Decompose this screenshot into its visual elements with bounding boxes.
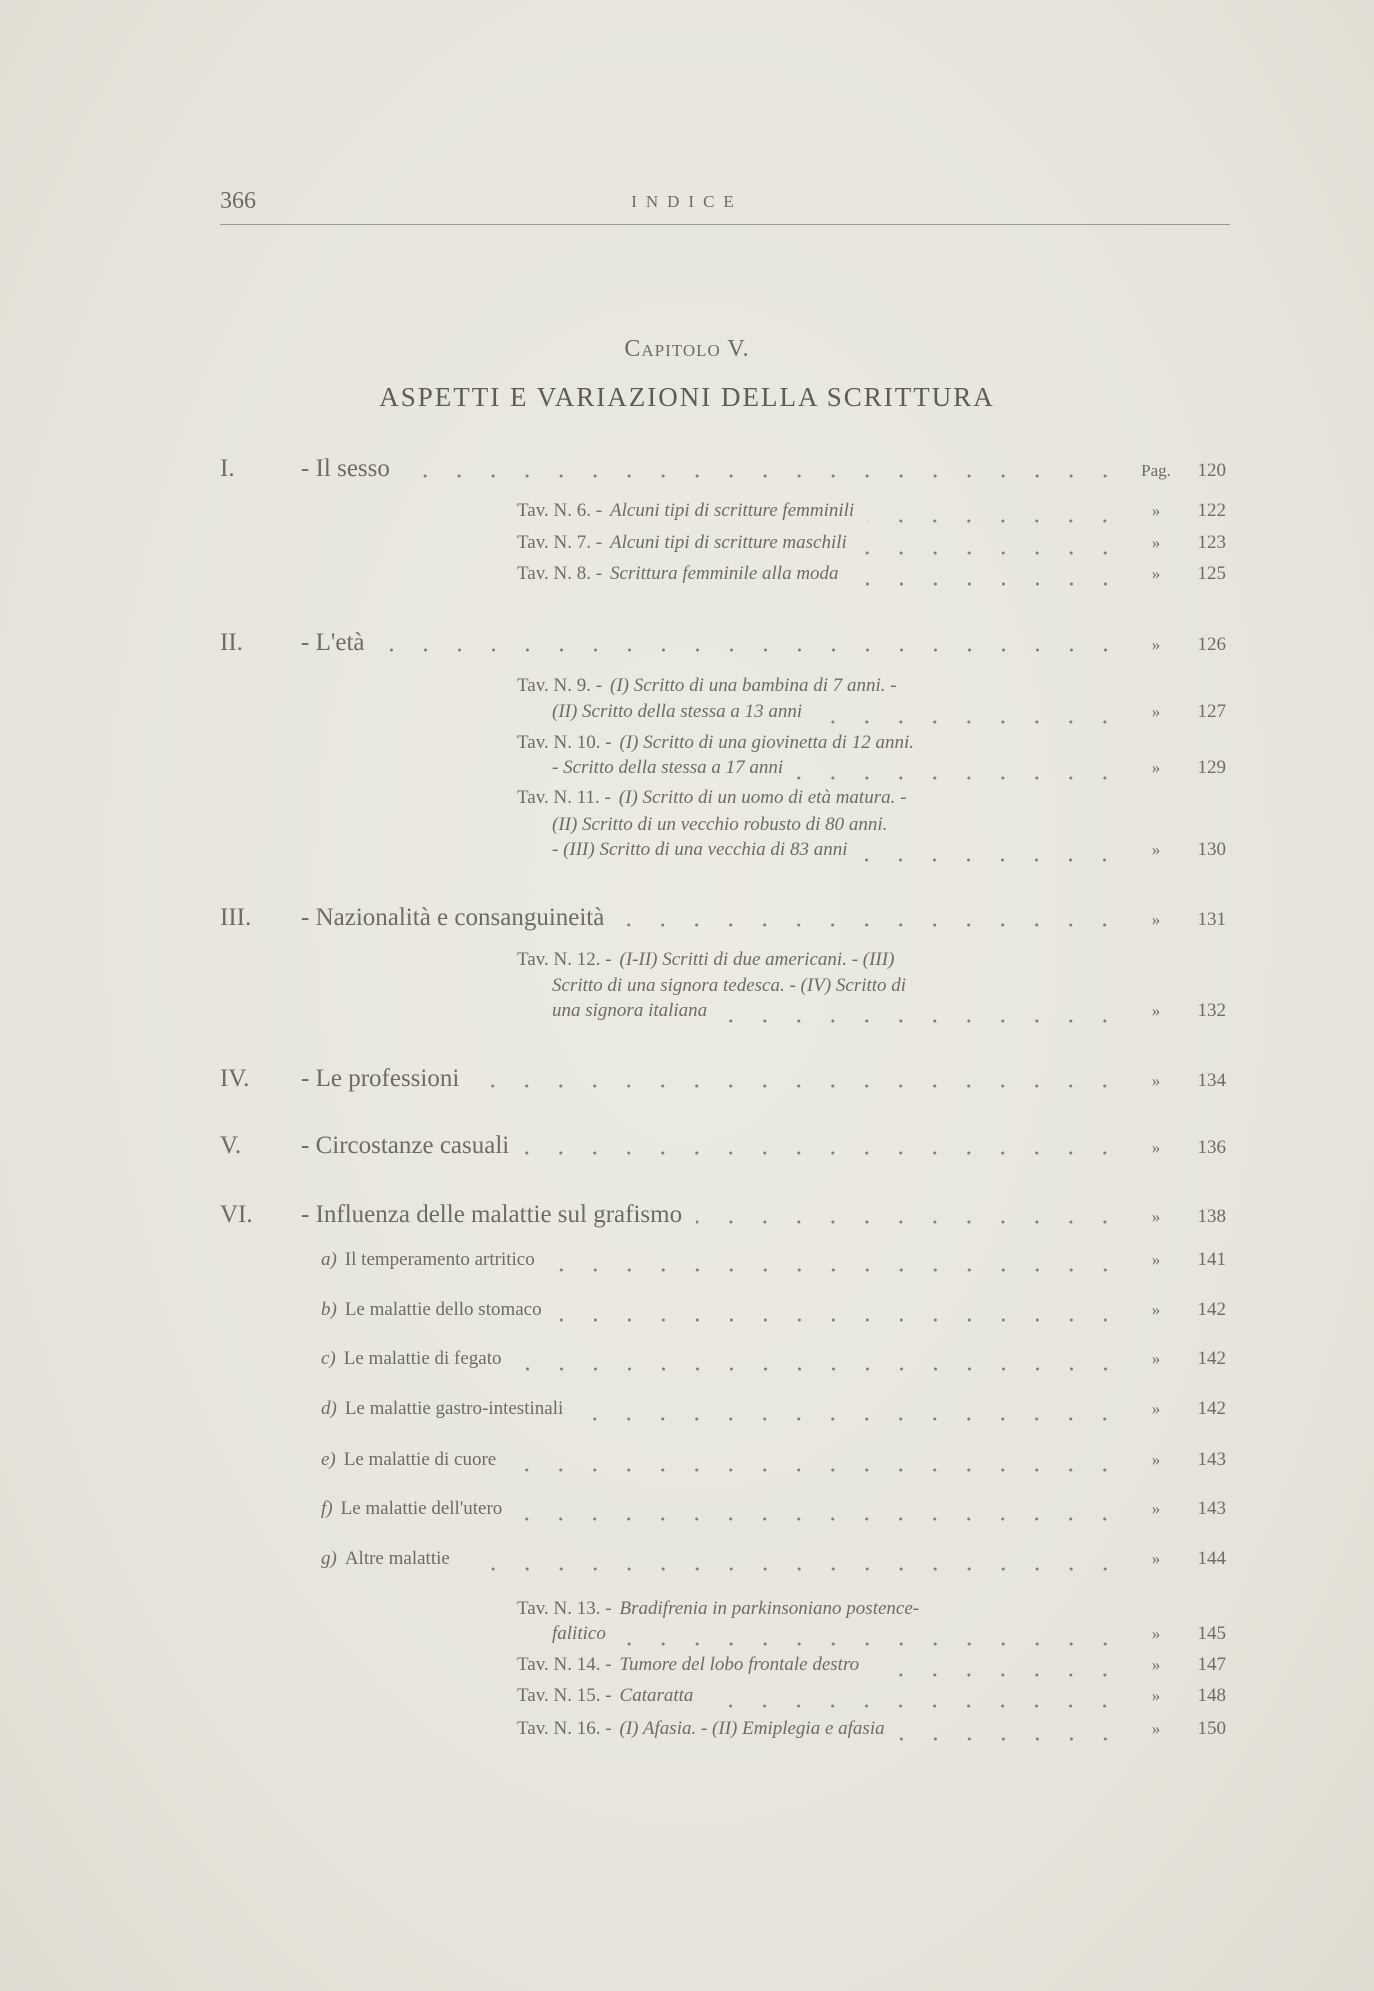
page-ref: 148 — [1197, 1685, 1226, 1706]
subsection-letter: f) — [321, 1498, 333, 1519]
page-marker: » — [1151, 1399, 1161, 1418]
plate-label: Tav. N. 14. - — [517, 1654, 612, 1675]
plate-entry — [552, 701, 1226, 731]
dot-leader — [379, 648, 1123, 652]
subsection-entry — [321, 1548, 1226, 1578]
page-ref: 150 — [1197, 1718, 1226, 1739]
plate-label: Tav. N. 9. - — [517, 675, 603, 696]
section-entry — [220, 1132, 1226, 1162]
page-marker: » — [1151, 1549, 1161, 1568]
plate-description: (I) Scritto di una giovinetta di 12 anni. — [619, 732, 914, 753]
plate-description: (I) Scritto di una bambina di 7 anni. - — [610, 675, 897, 696]
plate-entry — [517, 1718, 1226, 1748]
page-marker: » — [1151, 501, 1161, 520]
page-marker: Pag. — [1141, 461, 1171, 480]
plate-entry — [517, 500, 1226, 530]
dot-leader — [523, 1151, 1122, 1155]
page-marker: » — [1151, 635, 1161, 654]
dot-leader — [899, 1737, 1122, 1741]
page-marker: » — [1151, 533, 1161, 552]
plate-entry — [517, 532, 1226, 562]
header-rule — [220, 224, 1230, 225]
dot-leader — [816, 720, 1122, 724]
page-ref: 142 — [1197, 1299, 1226, 1320]
dot-leader — [516, 1367, 1123, 1371]
dot-leader — [721, 1019, 1122, 1023]
page-marker: » — [1151, 758, 1161, 777]
plate-description: Alcuni tipi di scritture maschili — [610, 532, 847, 553]
subsection-title[interactable]: Le malattie dello stomaco — [344, 1299, 542, 1320]
plate-entry — [552, 839, 1226, 869]
section-entry — [220, 1201, 1226, 1231]
plate-description: - Scritto della stessa a 17 anni — [552, 757, 784, 778]
page-marker: » — [1151, 1624, 1161, 1643]
page-marker: » — [1151, 1250, 1161, 1269]
page-ref: 138 — [1197, 1206, 1226, 1227]
plate-entry — [552, 1000, 1226, 1030]
page-marker: » — [1151, 910, 1161, 929]
page-marker: » — [1151, 564, 1161, 583]
page-marker: » — [1151, 1655, 1161, 1674]
dot-leader — [516, 1517, 1122, 1521]
plate-description: Bradifrenia in parkinsoniano postence- — [619, 1598, 920, 1619]
subsection-letter: b) — [321, 1299, 337, 1320]
subsection-title[interactable]: Le malattie di cuore — [343, 1449, 497, 1470]
page-ref: 142 — [1197, 1398, 1226, 1419]
page-ref: 127 — [1197, 701, 1226, 722]
plate-label: Tav. N. 7. - — [517, 532, 603, 553]
dot-leader — [797, 776, 1122, 780]
plate-entry — [517, 563, 1226, 593]
plate-entry — [552, 1623, 1226, 1653]
plate-description: (II) Scritto della stessa a 13 anni — [552, 701, 803, 722]
dot-leader — [707, 1704, 1122, 1708]
section-entry — [220, 629, 1226, 659]
plate-description: (I-II) Scritti di due americani. - (III) — [619, 949, 895, 970]
page-marker: » — [1151, 702, 1161, 721]
dot-leader — [861, 551, 1122, 555]
subsection-letter: c) — [321, 1348, 336, 1369]
section-entry — [220, 1065, 1226, 1095]
page-ref: 132 — [1197, 1000, 1226, 1021]
dot-leader — [549, 1268, 1122, 1272]
page-ref: 136 — [1197, 1137, 1226, 1158]
subsection-title[interactable]: Le malattie dell'utero — [340, 1498, 503, 1519]
page-ref: 123 — [1197, 532, 1226, 553]
subsection-title[interactable]: Il temperamento artritico — [344, 1249, 535, 1270]
plate-label: Tav. N. 15. - — [517, 1685, 612, 1706]
page-ref: 143 — [1197, 1449, 1226, 1470]
plate-description: Scrittura femminile alla moda — [610, 563, 839, 584]
subsection-letter: d) — [321, 1398, 337, 1419]
dot-leader — [620, 1642, 1122, 1646]
page-marker: » — [1151, 1071, 1161, 1090]
subsection-title[interactable]: Le malattie gastro-intestinali — [344, 1398, 564, 1419]
page-ref: 134 — [1197, 1070, 1226, 1091]
plate-label: Tav. N. 12. - — [517, 949, 612, 970]
section-numeral: III. — [220, 904, 252, 931]
chapter-label: Capitolo V. — [624, 336, 750, 362]
page-ref: 122 — [1197, 500, 1226, 521]
section-numeral: II. — [220, 629, 243, 656]
page-ref: 131 — [1197, 909, 1226, 930]
section-title[interactable]: - Influenza delle malattie sul grafismo — [301, 1201, 683, 1228]
section-title[interactable]: - Circostanze casuali — [301, 1132, 510, 1159]
page-marker: » — [1151, 1349, 1161, 1368]
dot-leader — [556, 1318, 1122, 1322]
plate-description: Tumore del lobo frontale destro — [619, 1654, 860, 1675]
section-title[interactable]: - Nazionalità e consanguineità — [301, 904, 605, 931]
page-marker: » — [1151, 1300, 1161, 1319]
plate-entry — [552, 757, 1226, 787]
section-numeral: VI. — [220, 1201, 253, 1228]
page-ref: 125 — [1197, 563, 1226, 584]
dot-leader — [473, 1084, 1122, 1088]
plate-label: Tav. N. 16. - — [517, 1718, 612, 1739]
plate-description: - (III) Scritto di una vecchia di 83 anni — [552, 839, 848, 860]
dot-leader — [577, 1417, 1122, 1421]
plate-description: falitico — [552, 1623, 606, 1644]
page-ref: 147 — [1197, 1654, 1226, 1675]
page-ref: 129 — [1197, 757, 1226, 778]
subsection-letter: a) — [321, 1249, 337, 1270]
page-marker: » — [1151, 1499, 1161, 1518]
subsection-title[interactable]: Le malattie di fegato — [343, 1348, 502, 1369]
section-title[interactable]: - Il sesso — [301, 455, 390, 482]
section-entry — [220, 904, 1226, 934]
section-entry — [220, 455, 1226, 485]
plate-label: Tav. N. 8. - — [517, 563, 603, 584]
page-ref: 142 — [1197, 1348, 1226, 1369]
plate-description: (I) Afasia. - (II) Emiplegia e afasia — [619, 1718, 885, 1739]
subsection-entry — [321, 1348, 1226, 1378]
subsection-entry — [321, 1449, 1226, 1479]
subsection-entry — [321, 1299, 1226, 1329]
plate-label: Tav. N. 13. - — [517, 1598, 612, 1619]
page-ref: 141 — [1197, 1249, 1226, 1270]
plate-description: una signora italiana — [552, 1000, 708, 1021]
dot-leader — [464, 1567, 1122, 1571]
plate-label: Tav. N. 11. - — [517, 787, 611, 808]
plate-description: Alcuni tipi di scritture femminili — [610, 500, 855, 521]
subsection-entry — [321, 1498, 1226, 1528]
page-marker: » — [1151, 1686, 1161, 1705]
running-title: INDICE — [631, 192, 743, 211]
subsection-letter: e) — [321, 1449, 336, 1470]
plate-description: (I) Scritto di un uomo di età matura. - — [618, 787, 907, 808]
plate-description: Scritto di una signora tedesca. - (IV) Scritto di — [552, 975, 907, 996]
page-marker: » — [1151, 1450, 1161, 1469]
section-numeral: V. — [220, 1132, 242, 1159]
plate-entry — [517, 787, 1226, 817]
dot-leader — [861, 858, 1122, 862]
section-numeral: I. — [220, 455, 235, 482]
page-marker: » — [1151, 1001, 1161, 1020]
subsection-entry — [321, 1398, 1226, 1428]
dot-leader — [868, 519, 1122, 523]
subsection-letter: g) — [321, 1548, 337, 1569]
page-marker: » — [1151, 1207, 1161, 1226]
dot-leader — [853, 582, 1122, 586]
dot-leader — [696, 1220, 1122, 1224]
page-ref: 120 — [1197, 460, 1226, 481]
subsection-entry — [321, 1249, 1226, 1279]
page-ref: 144 — [1197, 1548, 1226, 1569]
plate-entry — [517, 1685, 1226, 1715]
dot-leader — [510, 1468, 1122, 1472]
page-ref: 145 — [1197, 1623, 1226, 1644]
dot-leader — [404, 474, 1122, 478]
page-marker: » — [1151, 1138, 1161, 1157]
plate-entry — [517, 1654, 1226, 1684]
page-number: 366 — [220, 188, 256, 214]
page-marker: » — [1151, 1719, 1161, 1738]
chapter-title: ASPETTI E VARIAZIONI DELLA SCRITTURA — [379, 382, 995, 412]
page-ref: 143 — [1197, 1498, 1226, 1519]
section-numeral: IV. — [220, 1065, 250, 1092]
subsection-title[interactable]: Altre malattie — [344, 1548, 450, 1569]
dot-leader — [618, 923, 1122, 927]
page-marker: » — [1151, 840, 1161, 859]
plate-description: Cataratta — [619, 1685, 694, 1706]
page-ref: 130 — [1197, 839, 1226, 860]
plate-label: Tav. N. 6. - — [517, 500, 603, 521]
section-title[interactable]: - L'età — [301, 629, 365, 656]
plate-label: Tav. N. 10. - — [517, 732, 612, 753]
section-title[interactable]: - Le professioni — [301, 1065, 460, 1092]
plate-description: (II) Scritto di un vecchio robusto di 80 anni. — [552, 814, 888, 835]
dot-leader — [873, 1673, 1122, 1677]
page-ref: 126 — [1197, 634, 1226, 655]
